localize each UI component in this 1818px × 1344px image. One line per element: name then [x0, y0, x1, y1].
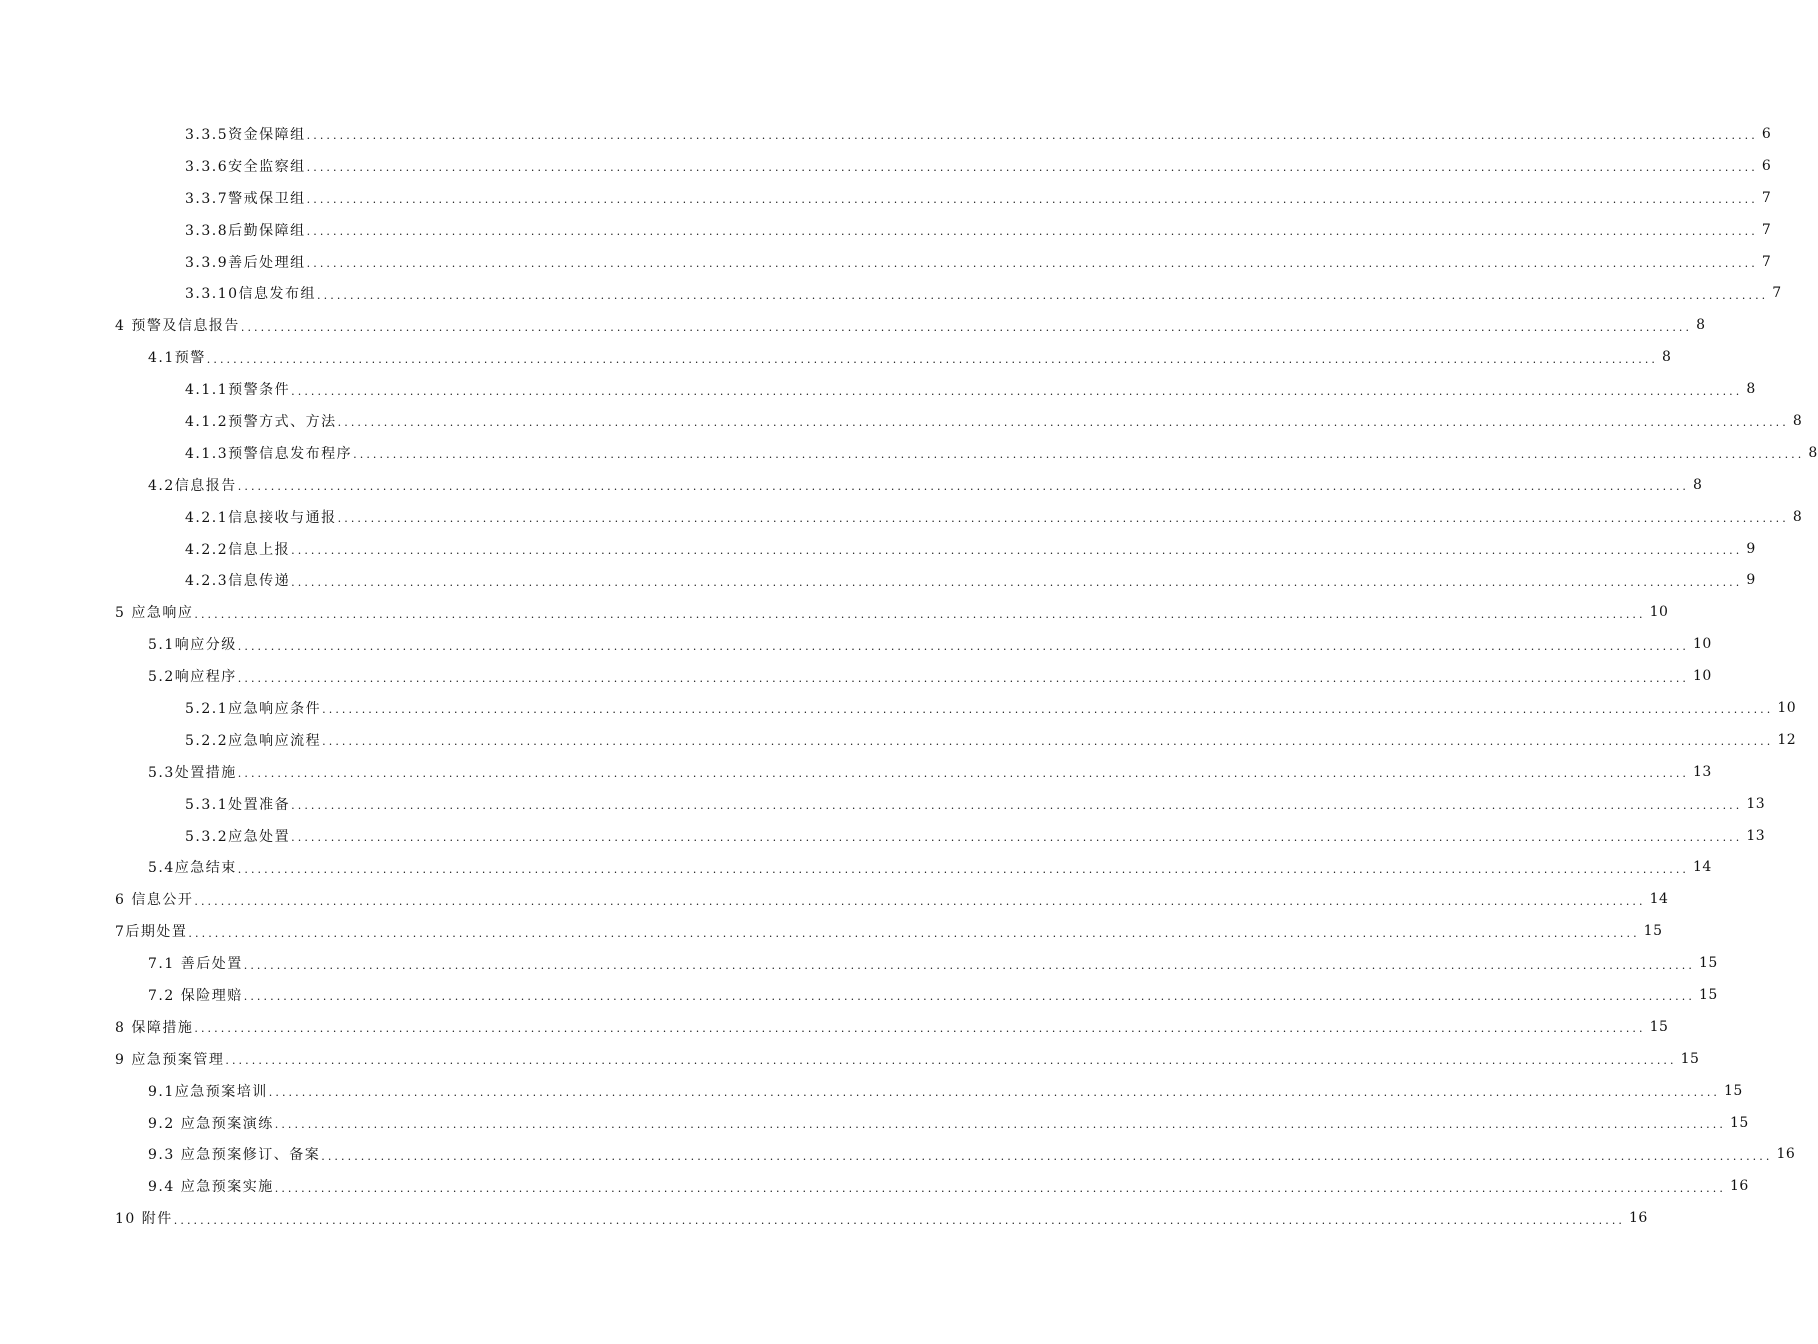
toc-leader-dots: ............................................................................................................................................................................................................................	[306, 257, 1758, 270]
toc-leader-dots: ............................................................................................................................................................................................................................	[194, 894, 1646, 908]
toc-leader-dots: ............................................................................................................................................................................................................................	[322, 703, 1774, 717]
toc-entry-page-number: 7	[1761, 253, 1772, 270]
toc-entry-title: 5.2响应程序	[148, 669, 237, 686]
toc-entry[interactable]	[0, 341, 1672, 373]
toc-entry[interactable]	[0, 947, 1718, 979]
toc-entry-page-number: 8	[1696, 317, 1706, 334]
toc-leader-dots: ............................................................................................................................................................................................................................	[237, 767, 1690, 781]
toc-entry[interactable]	[0, 405, 1803, 437]
toc-leader-dots: ............................................................................................................................................................................................................................	[237, 671, 1690, 685]
toc-leader-dots: ............................................................................................................................................................................................................................	[291, 384, 1743, 398]
toc-leader-dots: ............................................................................................................................................................................................................................	[291, 575, 1743, 589]
toc-entry-title: 4.1.3预警信息发布程序	[185, 445, 353, 462]
toc-entry-title: 5.2.2应急响应流程	[185, 732, 322, 749]
toc-entry-title: 3.3.10信息发布组	[185, 286, 317, 303]
toc-entry-page-number: 8	[1662, 349, 1672, 366]
toc-entry-page-number: 8	[1746, 381, 1756, 398]
toc-leader-dots: ............................................................................................................................................................................................................................	[237, 639, 1690, 653]
toc-entry[interactable]	[0, 501, 1803, 533]
toc-entry-page-number: 16	[1629, 1210, 1648, 1227]
toc-entry-page-number: 14	[1693, 859, 1712, 876]
toc-entry-title: 3.3.7警戒保卫组	[185, 190, 306, 207]
toc-entry[interactable]	[0, 1075, 1743, 1107]
toc-entry[interactable]	[0, 182, 1772, 214]
toc-entry-title: 5 应急响应	[115, 605, 194, 622]
toc-leader-dots: ............................................................................................................................................................................................................................	[274, 1181, 1726, 1195]
toc-entry-title: 4 预警及信息报告	[115, 318, 240, 335]
toc-entry[interactable]	[0, 437, 1818, 469]
toc-entry-title: 5.2.1应急响应条件	[185, 700, 322, 717]
toc-entry-title: 7后期处置	[115, 924, 188, 941]
toc-entry-title: 9.4 应急预案实施	[148, 1179, 274, 1196]
toc-entry[interactable]	[0, 564, 1756, 596]
toc-leader-dots: ............................................................................................................................................................................................................................	[321, 1149, 1773, 1163]
toc-entry-page-number: 15	[1680, 1050, 1700, 1067]
toc-entry-page-number: 10	[1693, 668, 1712, 685]
toc-leader-dots: ............................................................................................................................................................................................................................	[194, 1022, 1646, 1036]
toc-leader-dots: ............................................................................................................................................................................................................................	[274, 1118, 1726, 1132]
toc-entry[interactable]	[0, 628, 1712, 660]
toc-leader-dots: ............................................................................................................................................................................................................................	[243, 990, 1695, 1004]
toc-entry-title: 4.2.3信息传递	[185, 573, 291, 590]
toc-leader-dots: ............................................................................................................................................................................................................................	[237, 862, 1690, 876]
toc-entry[interactable]	[0, 1107, 1749, 1139]
toc-entry-page-number: 7	[1761, 221, 1772, 238]
toc-entry-title: 5.4应急结束	[148, 860, 237, 877]
toc-entry-page-number: 8	[1693, 476, 1703, 493]
toc-entry-page-number: 16	[1729, 1178, 1749, 1195]
toc-entry[interactable]	[0, 788, 1766, 820]
toc-entry-title: 4.2.1信息接收与通报	[185, 509, 337, 526]
toc-entry-page-number: 10	[1649, 604, 1669, 621]
toc-entry-page-number: 15	[1643, 923, 1663, 940]
toc-entry[interactable]	[0, 246, 1772, 278]
table-of-contents	[0, 118, 1818, 1234]
toc-entry-page-number: 7	[1761, 189, 1772, 206]
toc-entry-title: 3.3.5资金保障组	[185, 126, 306, 143]
toc-entry-title: 4.2.2信息上报	[185, 541, 291, 558]
toc-leader-dots: ............................................................................................................................................................................................................................	[291, 831, 1743, 845]
toc-entry[interactable]	[0, 214, 1772, 246]
toc-entry[interactable]	[0, 883, 1669, 915]
toc-entry[interactable]	[0, 851, 1712, 883]
toc-leader-dots: ............................................................................................................................................................................................................................	[173, 1213, 1626, 1227]
toc-entry-title: 5.3.2应急处置	[185, 828, 291, 845]
toc-entry[interactable]	[0, 820, 1766, 852]
toc-leader-dots: ............................................................................................................................................................................................................................	[225, 1054, 1677, 1068]
toc-entry[interactable]	[0, 660, 1712, 692]
toc-leader-dots: ............................................................................................................................................................................................................................	[188, 926, 1640, 940]
toc-entry-title: 9 应急预案管理	[115, 1051, 225, 1068]
toc-entry[interactable]	[0, 1202, 1648, 1234]
toc-entry[interactable]	[0, 118, 1772, 150]
toc-entry-title: 4.1.2预警方式、方法	[185, 413, 337, 430]
toc-leader-dots: ............................................................................................................................................................................................................................	[337, 416, 1789, 430]
toc-entry-title: 3.3.6安全监察组	[185, 158, 306, 175]
toc-leader-dots: ............................................................................................................................................................................................................................	[206, 352, 1659, 366]
toc-entry[interactable]	[0, 1043, 1700, 1075]
toc-entry-page-number: 9	[1746, 540, 1756, 557]
toc-entry-title: 4.1预警	[148, 350, 206, 367]
toc-entry-page-number: 6	[1761, 157, 1772, 174]
toc-entry-page-number: 6	[1761, 125, 1772, 142]
toc-entry[interactable]	[0, 373, 1756, 405]
toc-entry[interactable]	[0, 756, 1712, 788]
toc-entry-title: 5.1响应分级	[148, 637, 237, 654]
toc-entry-title: 5.3.1处置准备	[185, 796, 291, 813]
toc-leader-dots: ............................................................................................................................................................................................................................	[268, 1086, 1721, 1100]
toc-entry-page-number: 7	[1772, 285, 1782, 302]
toc-entry[interactable]	[0, 309, 1706, 341]
toc-leader-dots: ............................................................................................................................................................................................................................	[291, 544, 1743, 558]
toc-entry-title: 9.3 应急预案修订、备案	[148, 1147, 321, 1164]
toc-entry[interactable]	[0, 1139, 1796, 1171]
toc-entry[interactable]	[0, 915, 1663, 947]
toc-entry[interactable]	[0, 979, 1718, 1011]
toc-leader-dots: ............................................................................................................................................................................................................................	[291, 799, 1743, 813]
toc-entry-title: 5.3处置措施	[148, 764, 237, 781]
toc-leader-dots: ............................................................................................................................................................................................................................	[306, 193, 1758, 207]
toc-entry[interactable]	[0, 469, 1703, 501]
toc-leader-dots: ............................................................................................................................................................................................................................	[194, 607, 1646, 621]
toc-entry-title: 3.3.8后勤保障组	[185, 222, 306, 239]
toc-entry-page-number: 14	[1649, 891, 1669, 908]
toc-entry-title: 8 保障措施	[115, 1019, 194, 1036]
toc-leader-dots: ............................................................................................................................................................................................................................	[353, 448, 1805, 462]
toc-leader-dots: ............................................................................................................................................................................................................................	[317, 288, 1769, 302]
toc-leader-dots: ............................................................................................................................................................................................................................	[306, 129, 1758, 143]
toc-entry-title: 9.1应急预案培训	[148, 1083, 268, 1100]
toc-entry-title: 4.2信息报告	[148, 477, 237, 494]
toc-entry[interactable]	[0, 724, 1797, 756]
toc-entry-page-number: 10	[1693, 636, 1712, 653]
toc-entry-page-number: 15	[1698, 955, 1718, 972]
toc-entry-page-number: 9	[1746, 572, 1756, 589]
toc-entry-page-number: 13	[1746, 827, 1766, 844]
toc-entry-title: 6 信息公开	[115, 892, 194, 909]
toc-leader-dots: ............................................................................................................................................................................................................................	[322, 735, 1774, 749]
toc-entry-title: 7.2 保险理赔	[148, 987, 243, 1004]
toc-entry[interactable]	[0, 150, 1772, 182]
toc-entry[interactable]	[0, 277, 1782, 309]
toc-entry-page-number: 8	[1808, 444, 1818, 461]
toc-leader-dots: ............................................................................................................................................................................................................................	[337, 512, 1789, 526]
toc-entry-page-number: 15	[1724, 1082, 1743, 1099]
toc-entry-page-number: 8	[1792, 508, 1803, 525]
toc-leader-dots: ............................................................................................................................................................................................................................	[240, 320, 1693, 334]
toc-entry-title: 10 附件	[115, 1211, 173, 1228]
toc-entry-title: 3.3.9善后处理组	[185, 254, 306, 271]
toc-entry[interactable]	[0, 596, 1669, 628]
toc-entry-page-number: 12	[1777, 731, 1797, 748]
toc-entry-page-number: 15	[1729, 1114, 1749, 1131]
toc-entry-title: 9.2 应急预案演练	[148, 1115, 274, 1132]
toc-entry-page-number: 13	[1746, 795, 1766, 812]
toc-entry-page-number: 8	[1792, 412, 1803, 429]
toc-entry-page-number: 10	[1777, 699, 1797, 716]
toc-entry[interactable]	[0, 1170, 1749, 1202]
toc-entry-title: 4.1.1预警条件	[185, 382, 291, 399]
toc-entry-title: 7.1 善后处置	[148, 956, 243, 973]
toc-entry-page-number: 16	[1776, 1146, 1796, 1163]
toc-leader-dots: ............................................................................................................................................................................................................................	[306, 225, 1758, 239]
toc-entry[interactable]	[0, 533, 1756, 565]
toc-leader-dots: ............................................................................................................................................................................................................................	[243, 958, 1695, 972]
toc-leader-dots: ............................................................................................................................................................................................................................	[306, 161, 1758, 175]
toc-entry[interactable]	[0, 1011, 1669, 1043]
toc-entry[interactable]	[0, 692, 1797, 724]
toc-entry-page-number: 15	[1698, 986, 1718, 1003]
toc-entry-page-number: 15	[1649, 1018, 1669, 1035]
toc-entry-page-number: 13	[1693, 763, 1712, 780]
toc-leader-dots: ............................................................................................................................................................................................................................	[237, 480, 1690, 494]
